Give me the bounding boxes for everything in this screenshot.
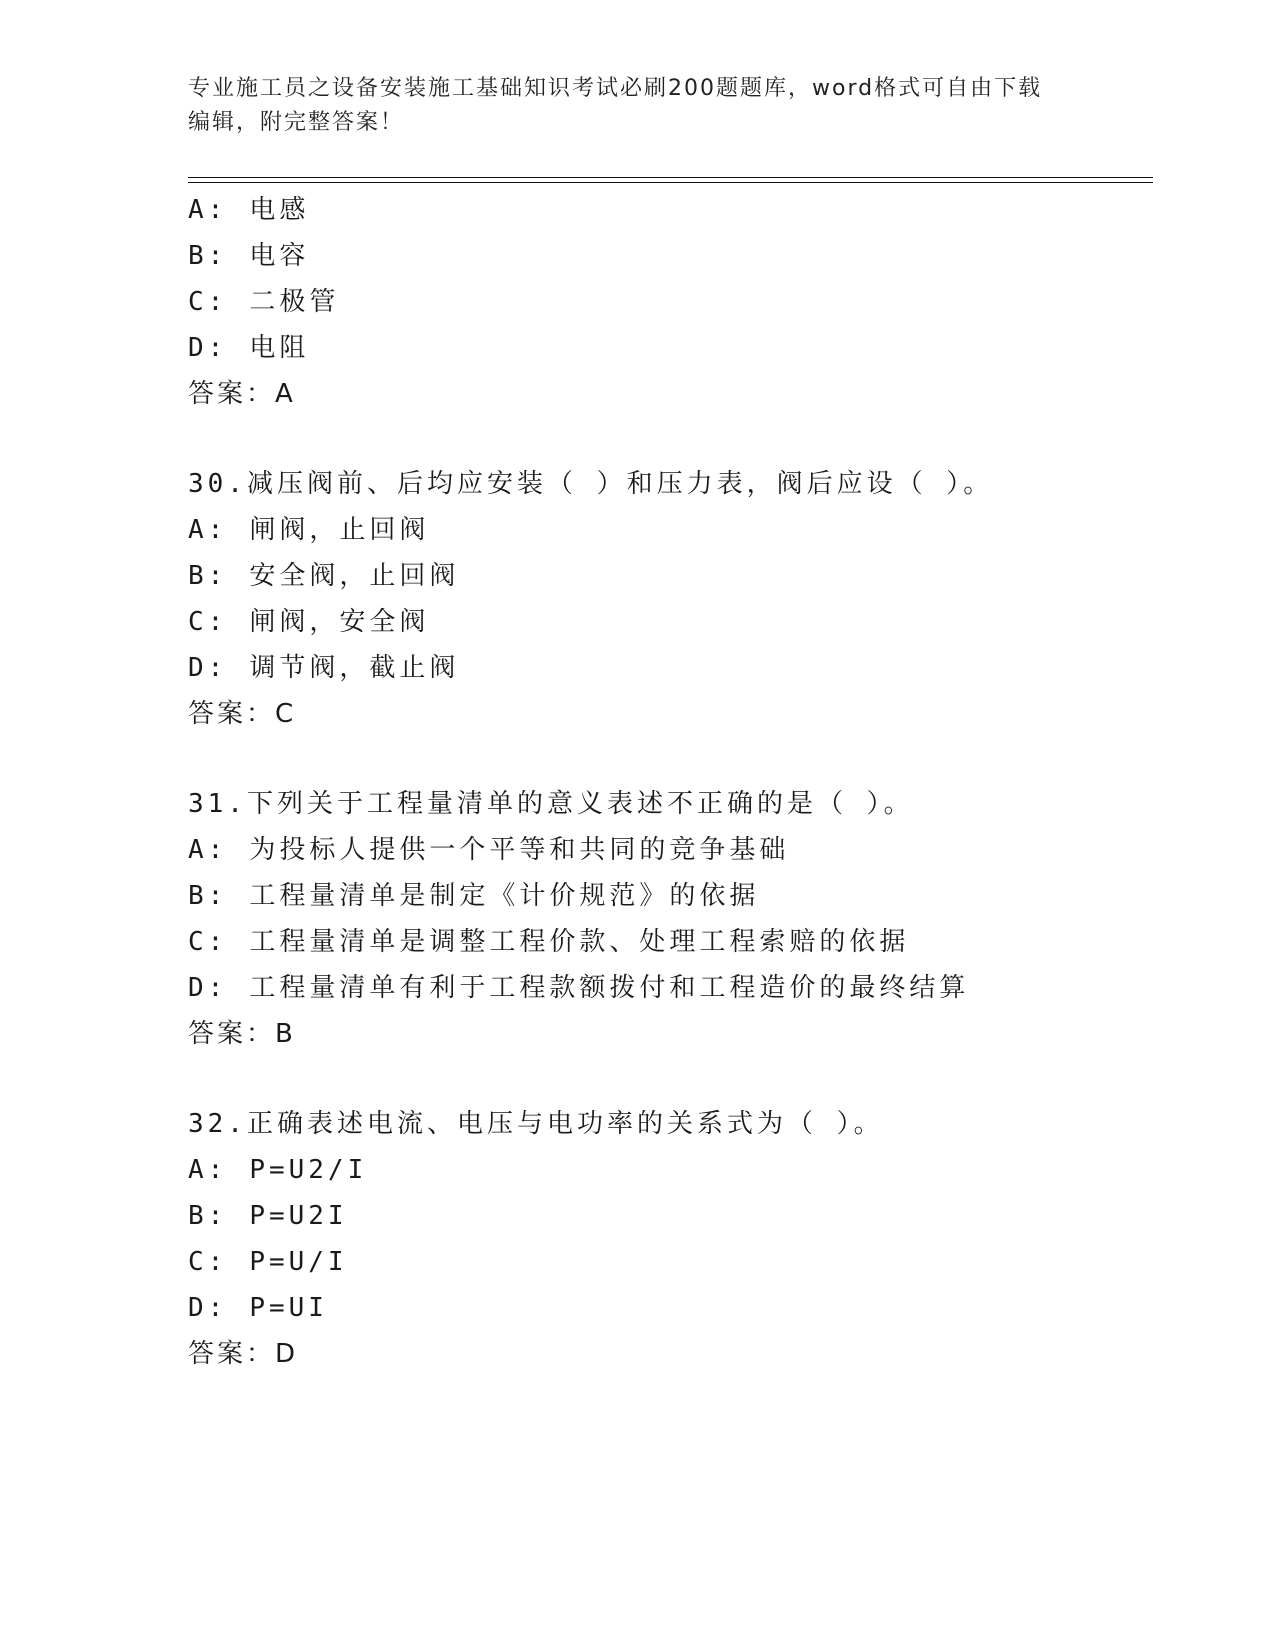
option-text: P=U/I <box>249 1247 348 1277</box>
option-b: B: 电容 <box>188 241 310 271</box>
option-text: 闸阀，止回阀 <box>249 515 430 545</box>
option-c: C: 二极管 <box>188 287 340 317</box>
option-a: A: 为投标人提供一个平等和共同的竞争基础 <box>188 835 790 865</box>
option-text: 电阻 <box>249 333 310 363</box>
option-d: D: 工程量清单有利于工程款额拨付和工程造价的最终结算 <box>188 973 970 1003</box>
question-30 <box>188 461 1148 737</box>
option-b: B: 工程量清单是制定《计价规范》的依据 <box>188 881 760 911</box>
question-31 <box>188 781 1148 1057</box>
option-a: A: P=U2/I <box>188 1155 368 1185</box>
option-d: D: P=UI <box>188 1293 328 1323</box>
option-a: A: 电感 <box>188 195 310 225</box>
option-text: 电感 <box>249 195 310 225</box>
question-stem: 30.减压阀前、后均应安装（ ）和压力表，阀后应设（ ）。 <box>188 469 994 499</box>
option-text: 工程量清单是制定《计价规范》的依据 <box>249 881 760 911</box>
option-text: 工程量清单有利于工程款额拨付和工程造价的最终结算 <box>249 973 970 1003</box>
header-rule-bottom <box>188 182 1153 183</box>
answer-line: 答案：C <box>188 699 297 729</box>
header-rule-top <box>188 177 1153 178</box>
option-text: P=U2I <box>249 1201 348 1231</box>
option-text: 调节阀，截止阀 <box>249 653 460 683</box>
question-stem: 32.正确表述电流、电压与电功率的关系式为（ ）。 <box>188 1109 884 1139</box>
question-stem: 31.下列关于工程量清单的意义表述不正确的是（ ）。 <box>188 789 914 819</box>
question-32 <box>188 1101 1148 1377</box>
option-b: B: 安全阀，止回阀 <box>188 561 460 591</box>
question-29 <box>188 187 1148 417</box>
question-list <box>188 187 1148 1377</box>
header-line-2: 编辑，附完整答案！ <box>188 110 405 135</box>
header-line-1: 专业施工员之设备安装施工基础知识考试必刷200题题库，word格式可自由下载 <box>188 76 1043 101</box>
option-c: C: P=U/I <box>188 1247 348 1277</box>
option-d: D: 调节阀，截止阀 <box>188 653 460 683</box>
option-c: C: 闸阀，安全阀 <box>188 607 430 637</box>
answer-line: 答案：D <box>188 1339 299 1369</box>
option-text: 工程量清单是调整工程价款、处理工程索赔的依据 <box>249 927 910 957</box>
option-text: P=UI <box>249 1293 328 1323</box>
option-text: 为投标人提供一个平等和共同的竞争基础 <box>249 835 790 865</box>
option-text: 安全阀，止回阀 <box>249 561 460 591</box>
option-b: B: P=U2I <box>188 1201 348 1231</box>
option-text: 闸阀，安全阀 <box>249 607 430 637</box>
option-text: P=U2/I <box>249 1155 368 1185</box>
option-a: A: 闸阀，止回阀 <box>188 515 430 545</box>
answer-line: 答案：A <box>188 379 296 409</box>
option-text: 电容 <box>249 241 310 271</box>
answer-line: 答案：B <box>188 1019 296 1049</box>
option-d: D: 电阻 <box>188 333 310 363</box>
option-text: 二极管 <box>249 287 340 317</box>
document-header <box>188 72 1088 140</box>
option-c: C: 工程量清单是调整工程价款、处理工程索赔的依据 <box>188 927 910 957</box>
